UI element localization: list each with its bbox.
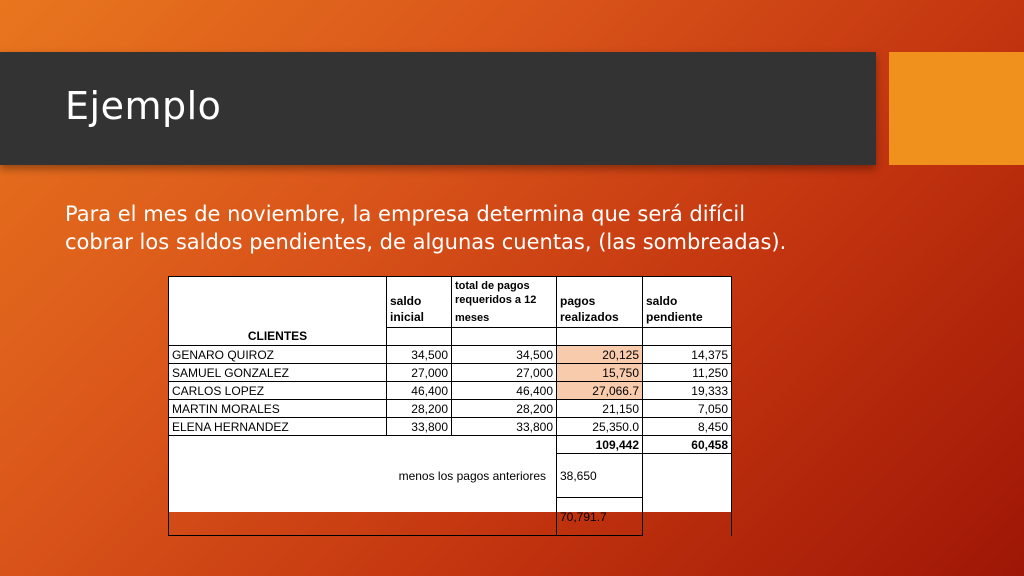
client-name: SAMUEL GONZALEZ bbox=[169, 364, 387, 382]
header-total-pagos bbox=[452, 277, 557, 328]
saldo-pendiente-cell: 19,333 bbox=[643, 382, 732, 400]
saldo-pendiente-cell: 8,450 bbox=[643, 418, 732, 436]
blank-cell bbox=[387, 328, 452, 346]
header-saldo-pendiente bbox=[643, 277, 732, 328]
total-pagos-realizados: 109,442 bbox=[557, 436, 643, 454]
blank-cell bbox=[643, 454, 732, 536]
header-pagos-line2: realizados bbox=[560, 310, 619, 324]
header-total-pagos-line3: meses bbox=[455, 312, 490, 324]
table-row bbox=[169, 364, 732, 382]
table-row bbox=[169, 382, 732, 400]
saldo-pendiente-cell: 14,375 bbox=[643, 346, 732, 364]
pagos-realizados-cell: 25,350.0 bbox=[557, 418, 643, 436]
header-blank bbox=[169, 277, 387, 328]
header-row bbox=[169, 277, 732, 328]
blank-cell bbox=[169, 436, 387, 454]
final-value: 70,791.7 bbox=[557, 498, 643, 536]
saldo-inicial-cell: 46,400 bbox=[387, 382, 452, 400]
total-pagos-cell: 46,400 bbox=[452, 382, 557, 400]
pagos-realizados-cell: 21,150 bbox=[557, 400, 643, 418]
header-saldo-pendiente-line2: pendiente bbox=[646, 310, 703, 324]
totals-row bbox=[169, 436, 732, 454]
saldo-inicial-cell: 33,800 bbox=[387, 418, 452, 436]
header-total-pagos-line1: total de pagos bbox=[455, 280, 530, 292]
menos-row bbox=[169, 454, 732, 498]
header-pagos-realizados bbox=[557, 277, 643, 328]
slide-title: Ejemplo bbox=[65, 84, 222, 128]
header-saldo-inicial bbox=[387, 277, 452, 328]
menos-value: 38,650 bbox=[557, 454, 643, 498]
table-row bbox=[169, 346, 732, 364]
body-line-2: cobrar los saldos pendientes, de algunas cuentas, (las sombreadas). bbox=[65, 230, 787, 254]
blank-cell bbox=[169, 454, 387, 498]
saldo-inicial-cell: 28,200 bbox=[387, 400, 452, 418]
table-row bbox=[169, 418, 732, 436]
accounts-table bbox=[168, 276, 732, 536]
total-saldo-pendiente: 60,458 bbox=[643, 436, 732, 454]
accent-box bbox=[889, 52, 1024, 165]
blank-cell bbox=[387, 436, 452, 454]
client-name: GENARO QUIROZ bbox=[169, 346, 387, 364]
pagos-realizados-cell: 27,066.7 bbox=[557, 382, 643, 400]
saldo-pendiente-cell: 7,050 bbox=[643, 400, 732, 418]
blank-cell bbox=[452, 328, 557, 346]
blank-cell bbox=[643, 328, 732, 346]
total-pagos-cell: 28,200 bbox=[452, 400, 557, 418]
total-pagos-cell: 34,500 bbox=[452, 346, 557, 364]
blank-cell bbox=[169, 498, 387, 536]
client-name: MARTIN MORALES bbox=[169, 400, 387, 418]
saldo-inicial-cell: 34,500 bbox=[387, 346, 452, 364]
menos-label: menos los pagos anteriores bbox=[387, 454, 557, 498]
client-name: ELENA HERNANDEZ bbox=[169, 418, 387, 436]
header-saldo-inicial-line1: saldo bbox=[390, 294, 422, 308]
saldo-pendiente-cell: 11,250 bbox=[643, 364, 732, 382]
blank-cell bbox=[452, 436, 557, 454]
body-line-1: Para el mes de noviembre, la empresa determina que será difícil bbox=[65, 202, 746, 226]
pagos-realizados-cell: 20,125 bbox=[557, 346, 643, 364]
saldo-inicial-cell: 27,000 bbox=[387, 364, 452, 382]
client-name: CARLOS LOPEZ bbox=[169, 382, 387, 400]
clients-label: CLIENTES bbox=[169, 328, 387, 346]
header-saldo-pendiente-line1: saldo bbox=[646, 294, 678, 308]
blank-cell bbox=[387, 498, 557, 536]
header-pagos-line1: pagos bbox=[560, 294, 596, 308]
pagos-realizados-cell: 15,750 bbox=[557, 364, 643, 382]
spreadsheet-table bbox=[168, 276, 731, 524]
total-pagos-cell: 27,000 bbox=[452, 364, 557, 382]
blank-cell bbox=[557, 328, 643, 346]
header-total-pagos-line2: requeridos a 12 bbox=[455, 294, 537, 306]
header-saldo-inicial-line2: inicial bbox=[390, 310, 425, 324]
clients-label-row bbox=[169, 328, 732, 346]
total-pagos-cell: 33,800 bbox=[452, 418, 557, 436]
table-row bbox=[169, 400, 732, 418]
slide-body bbox=[65, 200, 965, 256]
